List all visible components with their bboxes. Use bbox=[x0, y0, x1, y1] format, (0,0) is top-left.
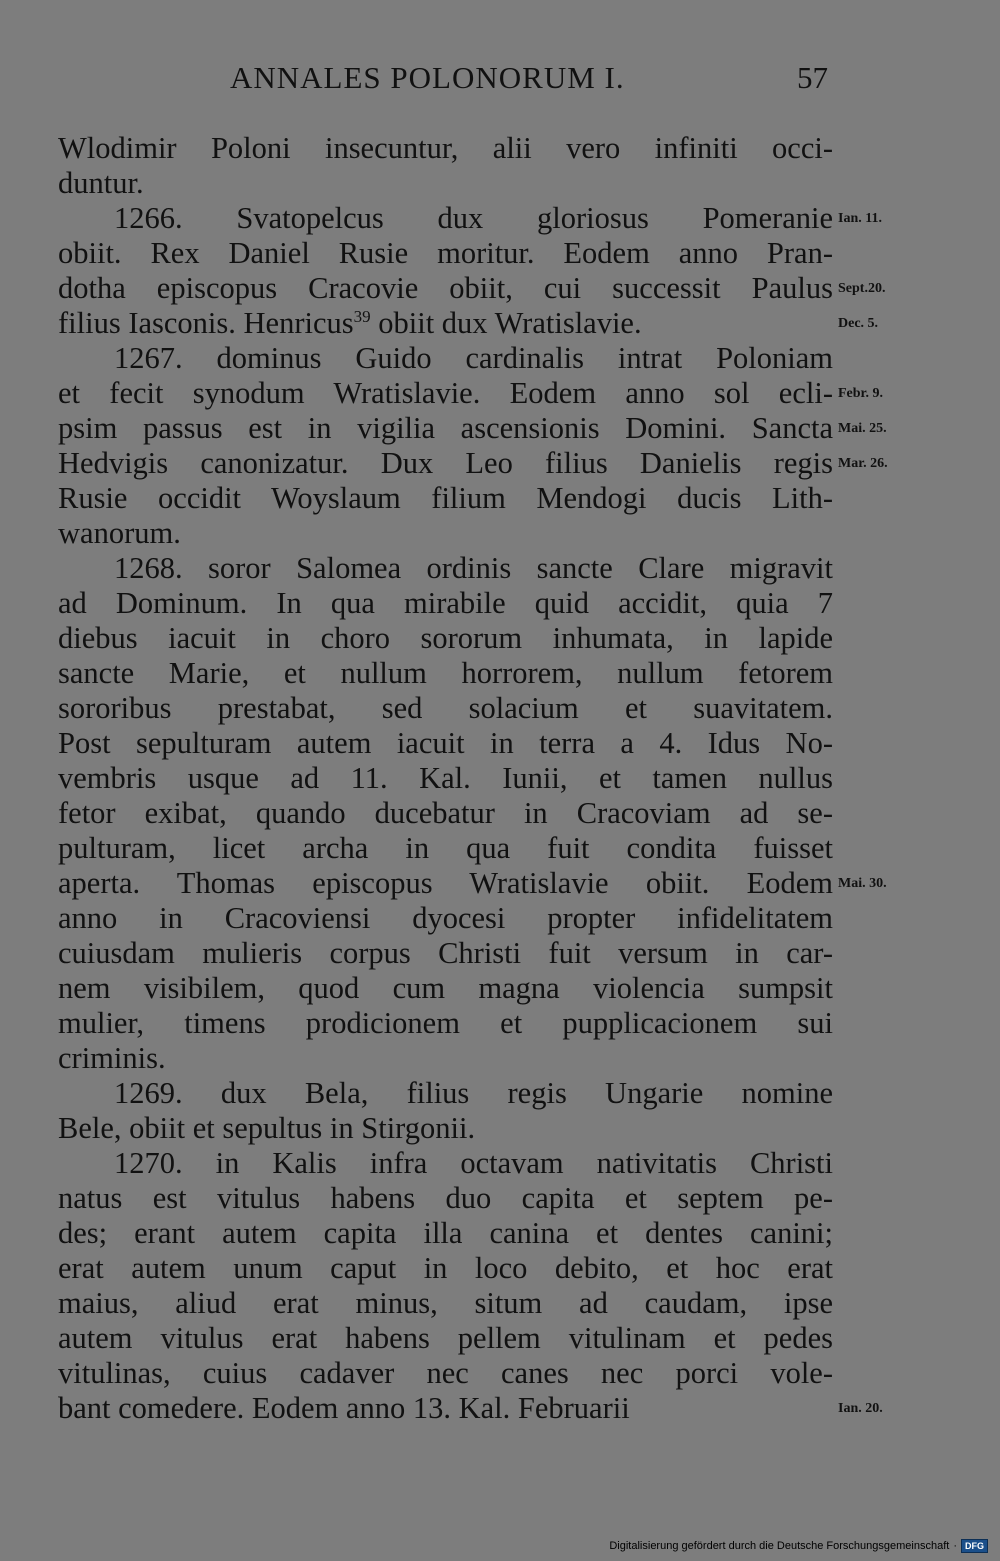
line-text: filius Iasconis. Henricus bbox=[58, 306, 354, 340]
line-text: erat autem unum caput in loco debito, et hoc erat bbox=[58, 1251, 833, 1285]
margin-date-note: Sept.20. bbox=[838, 281, 886, 296]
margin-date-note: Mai. 30. bbox=[838, 876, 887, 891]
line-text: diebus iacuit in choro sororum inhumata, in lapide bbox=[58, 621, 833, 655]
text-line bbox=[58, 866, 833, 901]
line-text: fetor exibat, quando ducebatur in Cracoviam ad se- bbox=[58, 796, 833, 830]
text-line bbox=[58, 1111, 833, 1146]
footnote-marker: 39 bbox=[353, 306, 371, 326]
page-header bbox=[58, 60, 828, 104]
line-text: Bele, obiit et sepultus in Stirgonii. bbox=[58, 1111, 476, 1145]
line-text: bant comedere. Eodem anno 13. Kal. Februarii bbox=[58, 1391, 630, 1425]
text-line bbox=[58, 271, 833, 306]
line-text: ad Dominum. In qua mirabile quid accidit, quia 7 bbox=[58, 586, 833, 620]
line-text: Rusie occidit Woyslaum filium Mendogi ducis Lith- bbox=[58, 481, 833, 515]
text-line bbox=[58, 936, 833, 971]
footer-separator: · bbox=[953, 1540, 957, 1552]
line-text: dotha episcopus Cracovie obiit, cui successit Paulus bbox=[58, 271, 833, 305]
footer-credit bbox=[609, 1539, 988, 1553]
text-line bbox=[58, 726, 833, 761]
text-line bbox=[58, 551, 833, 586]
margin-date-note: Mai. 25. bbox=[838, 421, 887, 436]
line-text: Hedvigis canonizatur. Dux Leo filius Danielis regis bbox=[58, 446, 833, 480]
line-text: natus est vitulus habens duo capita et septem pe- bbox=[58, 1181, 833, 1215]
text-line bbox=[58, 516, 833, 551]
line-text: 1267. dominus Guido cardinalis intrat Poloniam bbox=[114, 341, 833, 375]
dfg-logo: DFG bbox=[961, 1539, 988, 1553]
margin-date-note: Mar. 26. bbox=[838, 456, 888, 471]
text-line bbox=[58, 1356, 833, 1391]
text-line bbox=[58, 1216, 833, 1251]
line-text: cuiusdam mulieris corpus Christi fuit versum in car- bbox=[58, 936, 833, 970]
text-line bbox=[58, 761, 833, 796]
text-line bbox=[58, 656, 833, 691]
margin-date-note: Ian. 20. bbox=[838, 1401, 883, 1416]
line-text: et fecit synodum Wratislavie. Eodem anno sol ecli- bbox=[58, 376, 833, 410]
text-line bbox=[58, 1006, 833, 1041]
text-line bbox=[58, 341, 833, 376]
line-text: pulturam, licet archa in qua fuit condita fuisset bbox=[58, 831, 833, 865]
line-text: Post sepulturam autem iacuit in terra a 4. Idus No- bbox=[58, 726, 833, 760]
text-line bbox=[58, 586, 833, 621]
text-line bbox=[58, 691, 833, 726]
text-line bbox=[58, 306, 833, 341]
text-line bbox=[58, 131, 833, 166]
line-text: psim passus est in vigilia ascensionis Domini. Sancta bbox=[58, 411, 833, 445]
text-line bbox=[58, 1076, 833, 1111]
line-text: vitulinas, cuius cadaver nec canes nec porci vole- bbox=[58, 1356, 833, 1390]
text-line bbox=[58, 1286, 833, 1321]
line-text: duntur. bbox=[58, 166, 144, 200]
text-line bbox=[58, 376, 833, 411]
text-line bbox=[58, 411, 833, 446]
line-text-continued: obiit dux Wratislavie. bbox=[370, 306, 642, 340]
line-text: vembris usque ad 11. Kal. Iunii, et tamen nullus bbox=[58, 761, 833, 795]
margin-date-note: Ian. 11. bbox=[838, 211, 882, 226]
text-line bbox=[58, 446, 833, 481]
line-text: maius, aliud erat minus, situm ad caudam, ipse bbox=[58, 1286, 833, 1320]
footer-text: Digitalisierung gefördert durch die Deutsche Forschungsgemeinschaft bbox=[609, 1540, 950, 1552]
text-line bbox=[58, 796, 833, 831]
text-line bbox=[58, 1146, 833, 1181]
text-line bbox=[58, 901, 833, 936]
text-line bbox=[58, 1251, 833, 1286]
line-text: 1269. dux Bela, filius regis Ungarie nomine bbox=[114, 1076, 833, 1110]
text-line bbox=[58, 621, 833, 656]
line-text: 1268. soror Salomea ordinis sancte Clare migravit bbox=[114, 551, 833, 585]
text-line bbox=[58, 236, 833, 271]
line-text: criminis. bbox=[58, 1041, 166, 1075]
line-text: 1266. Svatopelcus dux gloriosus Pomeranie bbox=[114, 201, 833, 235]
line-text: autem vitulus erat habens pellem vitulinam et pedes bbox=[58, 1321, 833, 1355]
running-title: ANNALES POLONORUM I. bbox=[230, 60, 625, 95]
line-text: des; erant autem capita illa canina et dentes canini; bbox=[58, 1216, 833, 1250]
line-text: anno in Cracoviensi dyocesi propter infidelitatem bbox=[58, 901, 833, 935]
margin-date-note: Dec. 5. bbox=[838, 316, 879, 331]
line-text: nem visibilem, quod cum magna violencia sumpsit bbox=[58, 971, 833, 1005]
line-text: aperta. Thomas episcopus Wratislavie obiit. Eodem bbox=[58, 866, 833, 900]
margin-date-note: Febr. 9. bbox=[838, 386, 883, 401]
text-line bbox=[58, 1391, 833, 1426]
text-line bbox=[58, 831, 833, 866]
text-line bbox=[58, 201, 833, 236]
line-text: Wlodimir Poloni insecuntur, alii vero infiniti occi- bbox=[58, 131, 833, 165]
line-text: 1270. in Kalis infra octavam nativitatis Christi bbox=[114, 1146, 833, 1180]
line-text: sororibus prestabat, sed solacium et suavitatem. bbox=[58, 691, 833, 725]
line-text: obiit. Rex Daniel Rusie moritur. Eodem anno Pran- bbox=[58, 236, 833, 270]
text-line bbox=[58, 481, 833, 516]
text-line bbox=[58, 971, 833, 1006]
line-text: sancte Marie, et nullum horrorem, nullum fetorem bbox=[58, 656, 833, 690]
text-line bbox=[58, 1041, 833, 1076]
page-number: 57 bbox=[797, 60, 828, 95]
text-line bbox=[58, 1181, 833, 1216]
text-line bbox=[58, 166, 833, 201]
line-text: wanorum. bbox=[58, 516, 181, 550]
line-text: mulier, timens prodicionem et pupplicacionem sui bbox=[58, 1006, 833, 1040]
text-line bbox=[58, 1321, 833, 1356]
